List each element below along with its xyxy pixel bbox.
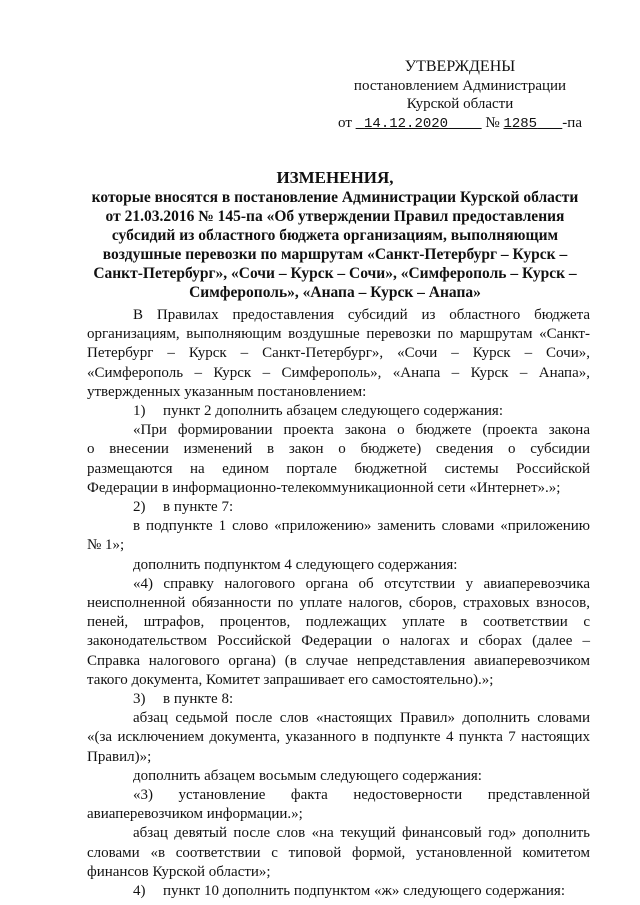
paragraph-line: № 1»; xyxy=(87,537,125,554)
paragraph-line: Правил)»; xyxy=(87,748,152,765)
item-number: 1) xyxy=(133,403,146,420)
item-3: 3) в пункте 8: xyxy=(87,690,590,709)
paragraph-line: в подпункте 1 слово «приложению» заменить словами «приложению xyxy=(133,518,590,535)
intro-line: Петербург – Курск – Санкт-Петербург», «Сочи – Курск – Сочи», xyxy=(87,345,590,362)
approval-line-2: Курской области xyxy=(406,96,514,112)
quote-line: размещаются на едином портале бюджетной системы Российской xyxy=(87,460,590,477)
item-number: 3) xyxy=(133,691,146,708)
heading-line: от 21.03.2016 № 145-па «Об утверждении Правил предоставления xyxy=(105,208,565,225)
quote-line: о внесении изменений в закон о бюджете) сведения о субсидии xyxy=(87,441,590,458)
paragraph-line: словами «в соответствии с типовой формой, установленной комитетом xyxy=(87,844,590,861)
item-number: 4) xyxy=(133,883,146,900)
approval-stamp xyxy=(330,58,590,133)
heading-title: ИЗМЕНЕНИЯ, xyxy=(276,168,394,187)
quote-line: законодательством Российской Федерации о налогах и сборах (далее – xyxy=(87,633,590,650)
quote-line: Федерации в информационно-телекоммуникационной сети «Интернет».»; xyxy=(87,479,561,496)
document-heading xyxy=(80,168,590,302)
quote-line: неисполненной обязанности по уплате налогов, сборов, страховых взносов, xyxy=(87,595,590,612)
quote-line: такого документа, Комитет запрашивает его самостоятельно).»; xyxy=(87,671,494,688)
paragraph-line: абзац девятый после слов «на текущий финансовый год» дополнить xyxy=(133,825,590,842)
intro-line: В Правилах предоставления субсидий из областного бюджета xyxy=(133,307,590,323)
quote-line: «При формировании проекта закона о бюджете (проекта закона xyxy=(133,422,590,439)
intro-line: организациям, выполняющим воздушные перевозки по маршрутам «Санкт- xyxy=(87,326,590,343)
paragraph-line: абзац седьмой после слов «настоящих Правил» дополнить словами xyxy=(133,710,590,727)
document-body xyxy=(87,306,590,901)
heading-line: субсидий из областного бюджета организациям, выполняющим xyxy=(111,227,559,244)
heading-line: Санкт-Петербург», «Сочи – Курск – Сочи», «Симферополь – Курск – xyxy=(93,265,577,282)
paragraph-line: дополнить абзацем восьмым следующего содержания: xyxy=(133,767,482,784)
approval-line-1: постановлением Администрации xyxy=(353,77,567,94)
paragraph-line: «(за исключением документа, указанного в подпункте 4 пункта 7 настоящих xyxy=(87,729,590,746)
approval-title: УТВЕРЖДЕНЫ xyxy=(404,58,516,75)
date-prefix: от xyxy=(338,114,352,131)
paragraph-line: финансов Курской области»; xyxy=(87,863,271,880)
quote-line: авиаперевозчиком информации.»; xyxy=(87,806,303,823)
approval-number: 1285 xyxy=(503,115,538,132)
number-suffix: -па xyxy=(562,114,582,131)
quote-line: пеней, штрафов, процентов, подлежащих уплате в соответствии с xyxy=(87,614,590,631)
approval-date-line xyxy=(330,114,590,134)
heading-line: Симферополь», «Анапа – Курск – Анапа» xyxy=(189,284,481,301)
item-number: 2) xyxy=(133,499,146,516)
intro-line: «Симферополь – Курск – Симферополь», «Анапа – Курск – Анапа», xyxy=(87,364,590,381)
paragraph-line: дополнить подпунктом 4 следующего содержания: xyxy=(133,556,458,573)
number-prefix: № xyxy=(485,114,500,131)
item-1: 1) пункт 2 дополнить абзацем следующего содержания: xyxy=(87,402,590,421)
heading-line: воздушные перевозки по маршрутам «Санкт-Петербург – Курск – xyxy=(102,246,568,263)
approval-date: 14.12.2020 xyxy=(364,115,449,132)
item-2: 2) в пункте 7: xyxy=(87,498,590,517)
quote-line: «3) установление факта недостоверности представленной xyxy=(133,787,590,804)
intro-line: утвержденных указанным постановлением: xyxy=(87,383,367,400)
quote-line: «4) справку налогового органа об отсутствии у авиаперевозчика xyxy=(133,575,590,592)
quote-line: Справка налогового органа) (в случае непредставления авиаперевозчиком xyxy=(87,652,590,669)
heading-line: которые вносятся в постановление Администрации Курской области xyxy=(91,189,579,206)
item-4: 4) пункт 10 дополнить подпунктом «ж» следующего содержания: xyxy=(87,882,590,901)
